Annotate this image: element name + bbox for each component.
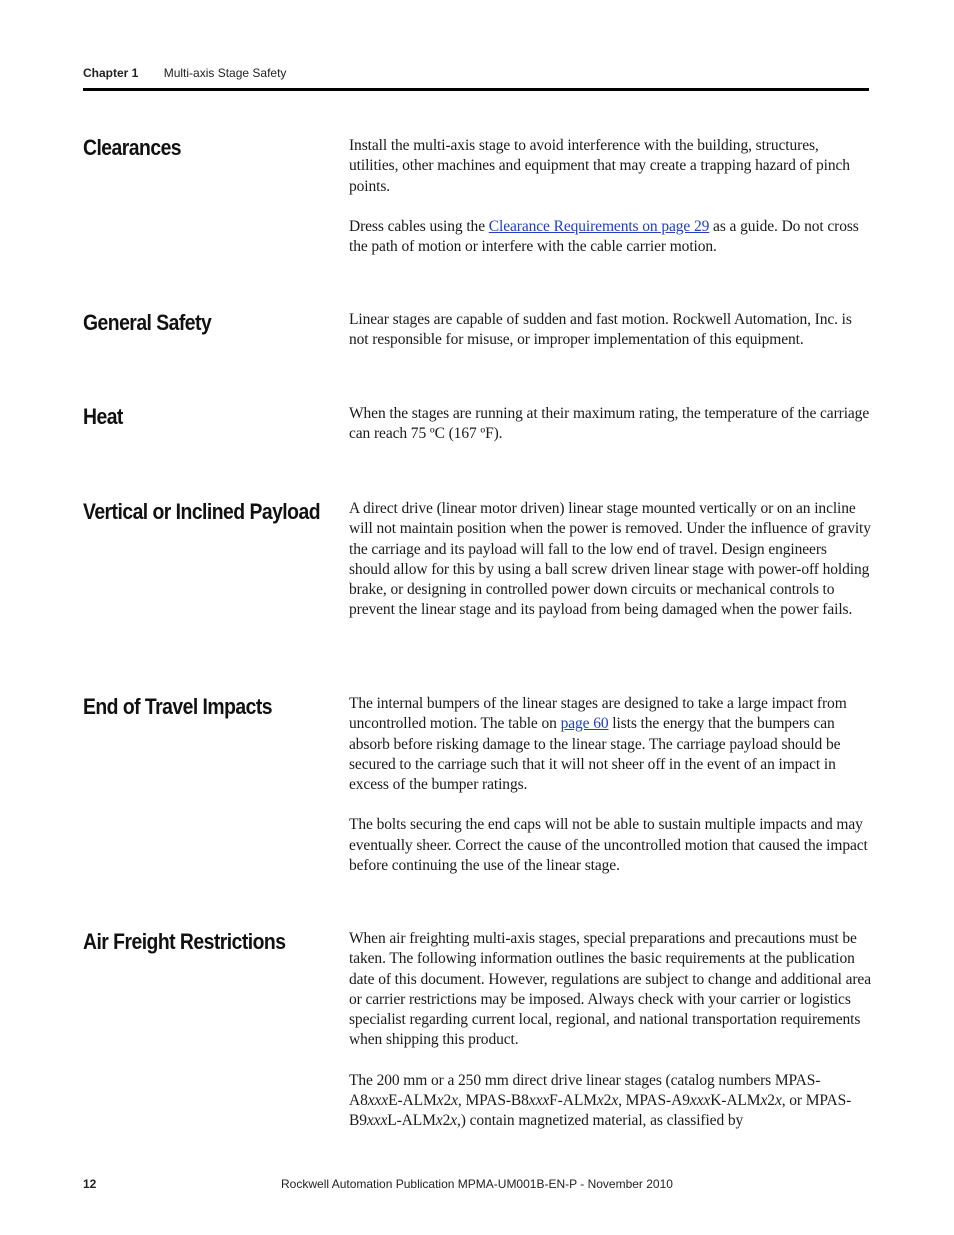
variable-text: xxx [528,1092,550,1110]
paragraph: Install the multi-axis stage to avoid interference with the building, structures, utilities, other machines and equipment that may create a trapping hazard of pinch points. [349,137,850,195]
chapter-label: Chapter 1 [83,66,139,80]
variable-text: x [451,1092,458,1110]
text-run: 2 [443,1092,452,1110]
text-run: E-ALM [388,1092,437,1110]
variable-text: x [774,1092,782,1110]
paragraph [349,217,871,258]
chapter-title: Multi-axis Stage Safety [163,66,287,80]
text-run: L-ALM [387,1112,436,1130]
paragraph-catalog-numbers [349,1071,871,1132]
section-body [349,136,871,277]
variable-text: xxx [367,1092,389,1110]
section-heading: General Safety [83,310,212,335]
section-heading: Air Freight Restrictions [83,929,286,954]
text-run: , or MPAS-B9 [349,1092,852,1130]
paragraph: Linear stages are capable of sudden and fast motion. Rockwell Automation, Inc. is not responsible for misuse, or improper implementation of this equipment. [349,311,852,349]
section-body [349,310,871,371]
section-body [349,694,871,896]
paragraph [349,694,871,795]
text-run: , MPAS-A9 [618,1092,690,1110]
variable-text: x [435,1112,443,1130]
page-number: 12 [83,1177,97,1191]
section-heading: Vertical or Inclined Payload [83,499,320,524]
variable-text: x [760,1092,768,1110]
text-run: K-ALM [710,1092,761,1110]
text-run: The internal bumpers of the linear stages are designed to take a large impact from uncontrolled motion. The table on [349,695,847,733]
text-run: 2 [603,1092,612,1110]
text-run: as a guide. Do not cross the path of motion or interfere with the cable carrier motion. [349,217,859,256]
section-body [349,499,871,641]
variable-text: x [436,1092,444,1110]
text-run: F-ALM [549,1092,597,1110]
publication-info: Rockwell Automation Publication MPMA-UM001B-EN-P - November 2010 [281,1177,673,1191]
header-rule [83,88,869,91]
text-run: The 200 mm or a 250 mm direct drive linear stages (catalog numbers MPAS-A8 [349,1071,821,1110]
paragraph: When air freighting multi-axis stages, special preparations and precautions must be taken. The following information outlines the basic requirements at the publication date of this document. However, regulations are subject to change and additional area or carrier restrictions may be imposed. Always check with your carrier or logistics specialist regarding current local, regional, and national transportation requirements when shipping this product. [349,930,871,1049]
text-run: ,) contain magnetized material, as classified by [457,1112,744,1130]
running-header [83,66,869,80]
section-heading: Heat [83,404,123,429]
paragraph: A direct drive (linear motor driven) linear stage mounted vertically or on an incline will not maintain position when the power is removed. Under the influence of gravity the carriage and its payload will fall to the low end of travel. Design engineers should allow for this by using a ball screw driven linear stage with power-off holding brake, or designing in controlled power down circuits or mechanical controls to prevent the linear stage and its payload from being damaged when the power fails. [349,500,871,619]
section-body [349,404,871,465]
variable-text: xxx [689,1092,711,1110]
variable-text: x [596,1092,604,1110]
variable-text: xxx [366,1112,388,1130]
page-60-link[interactable]: page 60 [560,715,609,733]
variable-text: x [450,1112,458,1130]
text-run: Dress cables using the [349,217,489,235]
paragraph: The bolts securing the end caps will not be able to sustain multiple impacts and may eventually sheer. Correct the cause of the uncontrolled motion that caused the impact before continuing the use of the linear stage. [349,816,868,875]
variable-text: x [611,1092,619,1110]
section-body [349,929,871,1152]
text-run: , MPAS-B8 [457,1092,529,1110]
section-heading: End of Travel Impacts [83,694,273,719]
text-run: 2 [767,1092,775,1110]
clearance-requirements-link[interactable]: Clearance Requirements on page 29 [488,217,710,235]
text-run: 2 [442,1112,451,1130]
text-run: lists the energy that the bumpers can absorb before risking damage to the linear stage. The carriage payload should be secured to the carriage such that it will not sheer off in the event of an impact in excess of the bumper ratings. [349,715,841,794]
section-heading: Clearances [83,135,182,160]
paragraph: When the stages are running at their maximum rating, the temperature of the carriage can reach 75 ºC (167 ºF). [349,405,870,443]
